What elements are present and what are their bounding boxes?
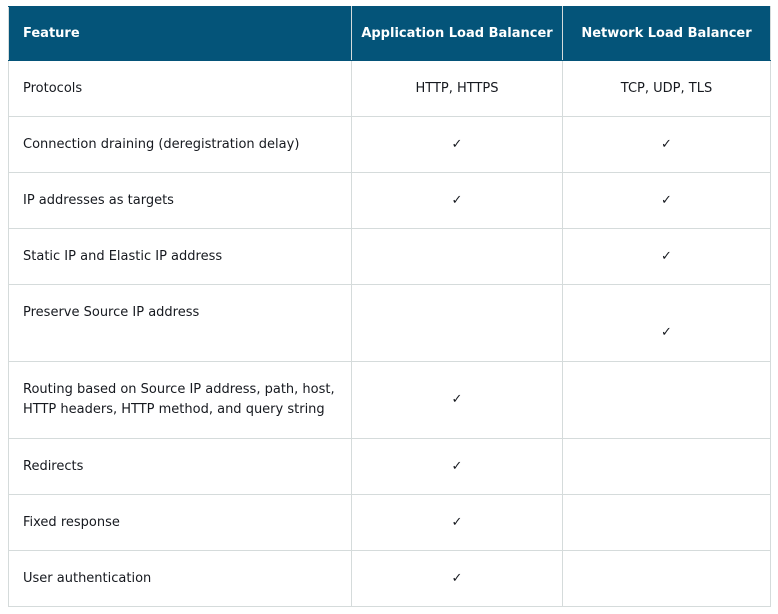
header-row <box>9 7 771 61</box>
nlb-check-mark: ✓ <box>563 117 771 173</box>
alb-value-cell: HTTP, HTTPS <box>352 61 563 117</box>
alb-value-cell <box>352 285 563 362</box>
header-network-load-balancer: Network Load Balancer <box>563 7 771 61</box>
nlb-check-cell <box>563 285 771 362</box>
feature-cell <box>9 285 352 362</box>
load-balancer-comparison-table <box>8 6 771 607</box>
feature-cell: Protocols <box>9 61 352 117</box>
table-row-routing <box>9 362 771 439</box>
feature-cell: Redirects <box>9 439 352 495</box>
comparison-table-container <box>8 6 770 607</box>
table-row-protocols <box>9 61 771 117</box>
table-row-fixed-response <box>9 495 771 551</box>
table-body <box>9 61 771 607</box>
nlb-value-cell <box>563 495 771 551</box>
header-feature: Feature <box>9 7 352 61</box>
alb-check-mark: ✓ <box>352 362 563 439</box>
nlb-value-cell <box>563 551 771 607</box>
table-row-redirects <box>9 439 771 495</box>
feature-label-line-1: Routing based on Source IP address, path, host, <box>23 382 335 397</box>
alb-value-cell <box>352 229 563 285</box>
table-row-connection-draining <box>9 117 771 173</box>
header-application-load-balancer: Application Load Balancer <box>352 7 563 61</box>
table-row-ip-targets <box>9 173 771 229</box>
nlb-value-cell <box>563 362 771 439</box>
feature-cell <box>9 362 352 439</box>
alb-check-mark: ✓ <box>352 495 563 551</box>
feature-cell: User authentication <box>9 551 352 607</box>
feature-cell: IP addresses as targets <box>9 173 352 229</box>
feature-label-line-2: HTTP headers, HTTP method, and query string <box>23 402 325 417</box>
nlb-check-mark: ✓ <box>661 325 672 340</box>
feature-cell: Fixed response <box>9 495 352 551</box>
nlb-value-cell <box>563 439 771 495</box>
nlb-value-cell: TCP, UDP, TLS <box>563 61 771 117</box>
alb-check-mark: ✓ <box>352 439 563 495</box>
feature-cell: Connection draining (deregistration delay) <box>9 117 352 173</box>
table-header <box>9 7 771 61</box>
nlb-check-mark: ✓ <box>563 173 771 229</box>
table-row-static-ip <box>9 229 771 285</box>
alb-check-mark: ✓ <box>352 173 563 229</box>
feature-cell: Static IP and Elastic IP address <box>9 229 352 285</box>
table-row-preserve-source-ip <box>9 285 771 362</box>
alb-check-mark: ✓ <box>352 551 563 607</box>
alb-check-mark: ✓ <box>352 117 563 173</box>
feature-label: Preserve Source IP address <box>23 305 200 320</box>
nlb-check-mark: ✓ <box>563 229 771 285</box>
table-row-user-authentication <box>9 551 771 607</box>
